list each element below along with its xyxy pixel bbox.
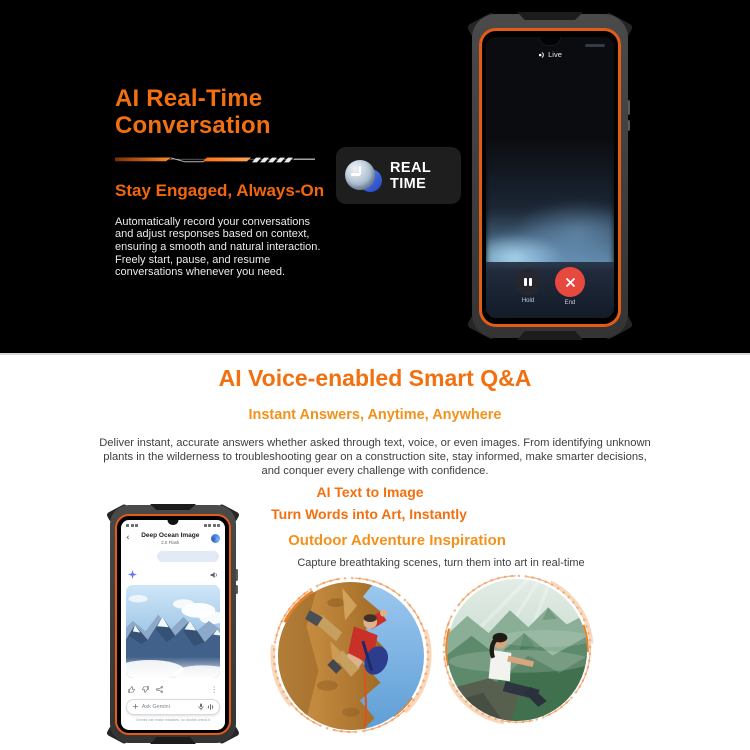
clock-icon (345, 157, 383, 195)
avatar[interactable] (211, 534, 220, 543)
call-controls (486, 262, 614, 318)
gemini-disclaimer: Gemini can make mistakes, so double-check it (135, 717, 211, 722)
phone-bottom-grip (150, 737, 196, 744)
feature-title: AI Text to Image (316, 484, 424, 500)
realtime-section (0, 0, 750, 355)
generated-mountain-image[interactable] (126, 585, 220, 678)
realtime-title-line2: Conversation (115, 111, 271, 139)
gemini-screen (121, 520, 225, 730)
chat-title: Deep Ocean Image (141, 532, 200, 539)
phone-top-grip (517, 12, 583, 20)
more-options-icon[interactable]: ⋮ (210, 685, 218, 694)
status-bar-indicators (585, 44, 605, 47)
call-screen (486, 37, 614, 318)
share-icon[interactable] (156, 686, 163, 693)
live-indicator-icon (538, 51, 545, 59)
live-label: Live (548, 50, 562, 59)
ask-gemini-input[interactable] (142, 704, 195, 710)
gemini-input-bar[interactable] (126, 699, 220, 715)
climber-art (270, 574, 432, 738)
phone-body (472, 14, 628, 338)
end-label: End (564, 300, 576, 306)
thumbs-up-icon[interactable] (128, 686, 135, 693)
feature-heading: Outdoor Adventure Inspiration (288, 532, 506, 549)
thumbs-down-icon[interactable] (142, 686, 149, 693)
realtime-body: Automatically record your conversations and adjust responses based on context, ensuring a smooth and natural interaction. Freely start, pause, and resume conversations whenever you need. (115, 215, 321, 279)
realtime-subtitle: Stay Engaged, Always-On (115, 180, 325, 200)
phone-realtime-call (472, 14, 628, 338)
real-time-badge (336, 147, 461, 204)
assistant-row (126, 570, 220, 579)
voice-mist-visual (486, 137, 614, 268)
hold-label: Hold (521, 298, 535, 304)
clock-hour-hand (351, 173, 360, 176)
qa-section (0, 355, 750, 478)
phone-body (110, 505, 236, 743)
hiker-art (440, 572, 594, 728)
mountain-hiker-photo (447, 579, 587, 721)
feature-caption: Capture breathtaking scenes, turn them into art in real-time (297, 557, 585, 569)
qa-subtitle: Instant Answers, Anytime, Anywhere (248, 407, 502, 423)
tech-divider-graphic (115, 155, 315, 165)
response-actions (126, 686, 220, 694)
notch (539, 37, 561, 46)
phone-bottom-grip (517, 331, 583, 340)
hold-call-button[interactable] (515, 269, 541, 318)
plus-icon[interactable]: + (132, 701, 139, 711)
pause-icon[interactable] (515, 269, 541, 295)
qa-title: AI Voice-enabled Smart Q&A (218, 365, 532, 391)
feature-subtitle: Turn Words into Art, Instantly (271, 506, 467, 522)
real-time-badge-label: REAL TIME (390, 159, 431, 192)
close-icon[interactable] (555, 267, 585, 297)
back-icon[interactable]: ‹ (126, 533, 130, 543)
app-header (126, 532, 220, 545)
phone-gemini-app (110, 505, 236, 743)
model-label[interactable]: 2.0 Flash (161, 540, 180, 545)
realtime-copy (115, 86, 350, 290)
realtime-title-line1: AI Real-Time (115, 85, 263, 112)
live-indicator (486, 50, 614, 59)
mic-icon[interactable] (198, 703, 204, 711)
phone-top-grip (150, 504, 196, 510)
app-titles (130, 532, 211, 545)
rock-climber-photo (278, 582, 424, 730)
end-call-button[interactable] (555, 269, 585, 318)
user-message-bubble (157, 551, 219, 562)
gemini-sparkle-icon (128, 570, 137, 579)
waveform-icon[interactable] (207, 703, 214, 711)
realtime-title (115, 86, 350, 140)
qa-body: Deliver instant, accurate answers whether asked through text, voice, or even images. From identifying unknown plants in the wilderness to troubleshooting gear on a construction site, stay informed, make smarter decisions, and conquer every challenge with confidence. (99, 437, 651, 477)
clock-face (345, 160, 375, 190)
speaker-icon[interactable] (210, 571, 218, 579)
